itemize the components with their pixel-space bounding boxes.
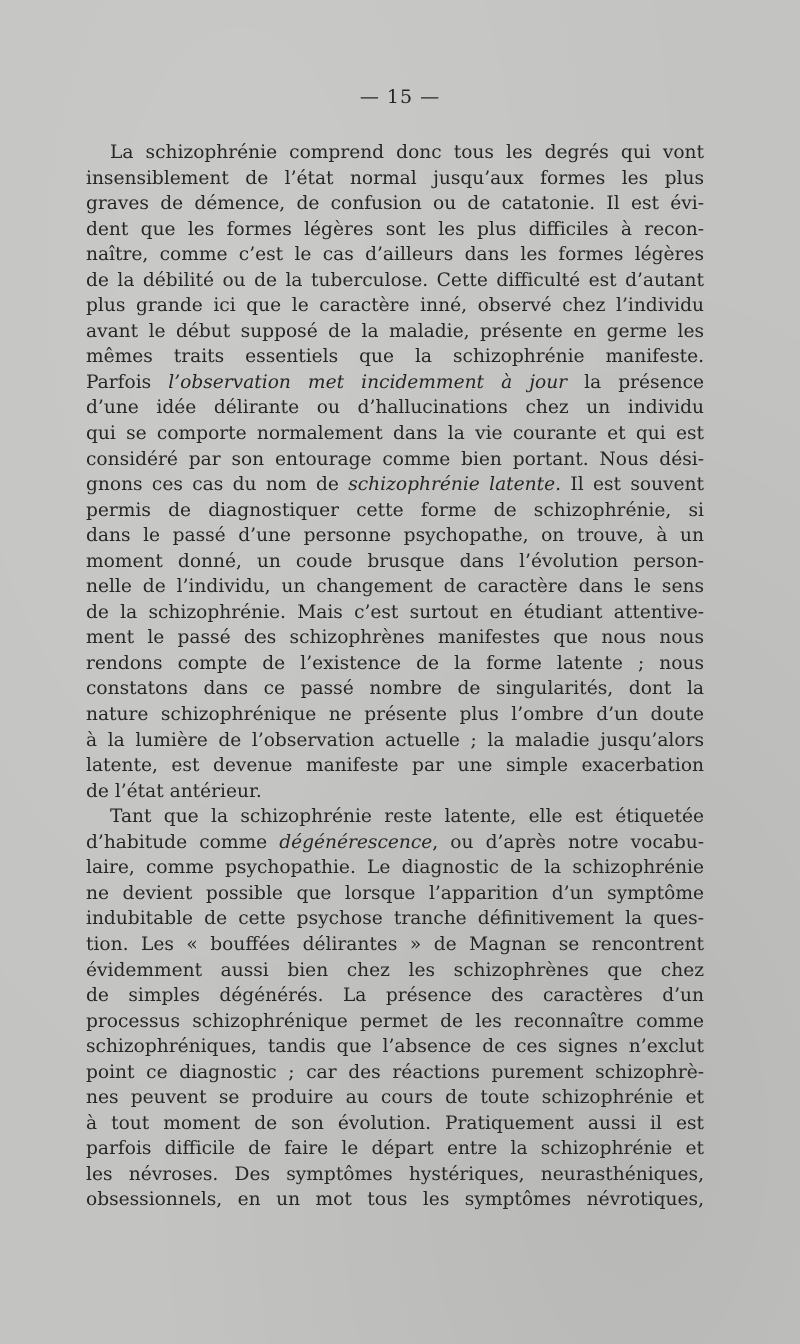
text-line: naître, comme c’est le cas d’ailleurs dans les formes légères [86,244,704,266]
text-line: dent que les formes légères sont les plus difficiles à recon- [86,218,704,240]
text-line: à tout moment de son évolution. Pratiquement aussi il est [86,1112,704,1134]
text-line: de l’état antérieur. [86,780,262,802]
text-line: de la schizophrénie. Mais c’est surtout en étudiant attentive- [86,601,704,623]
italic-phrase: schizophrénie latente [348,474,556,496]
text-line: qui se comporte normalement dans la vie courante et qui est [86,423,704,445]
text-line: moment donné, un coude brusque dans l’évolution person- [86,550,704,572]
text-line: Tant que la schizophrénie reste latente, elle est étiquetée [110,806,704,828]
text-line: Parfois l’observation met incidemment à jour la présence [86,371,704,393]
text-line: ne devient possible que lorsque l’apparition d’un symptôme [86,882,704,904]
text-line: d’habitude comme dégénérescence, ou d’après notre vocabu- [86,831,704,853]
paragraph-1 [86,140,704,804]
text-line: point ce diagnostic ; car des réactions purement schizophrè- [86,1061,704,1083]
paragraph-2 [86,804,704,1213]
text-line: évidemment aussi bien chez les schizophrènes que chez [86,959,704,981]
italic-phrase: l’observation met incidemment à jour [168,371,568,393]
body-text [86,140,704,1213]
text-line: de simples dégénérés. La présence des caractères d’un [86,985,704,1007]
page-number: — 15 — [359,86,441,108]
text-line: nelle de l’individu, un changement de caractère dans le sens [86,576,704,598]
text-line: La schizophrénie comprend donc tous les degrés qui vont [110,142,704,163]
text-line: indubitable de cette psychose tranche définitivement la ques- [86,908,704,930]
text-line: tion. Les « bouffées délirantes » de Magnan se rencontrent [86,933,704,955]
text-line: ment le passé des schizophrènes manifestes que nous nous [86,627,704,649]
text-line: parfois difficile de faire le départ entre la schizophrénie et [86,1138,704,1160]
text-line: permis de diagnostiquer cette forme de schizophrénie, si [86,499,704,521]
text-line: mêmes traits essentiels que la schizophrénie manifeste. [86,346,704,368]
text-line: de la débilité ou de la tuberculose. Cette difficulté est d’autant [86,269,704,291]
text-line: nes peuvent se produire au cours de toute schizophrénie et [86,1087,704,1109]
text-line: considéré par son entourage comme bien portant. Nous dési- [86,448,704,470]
text-line: dans le passé d’une personne psychopathe, on trouve, à un [86,525,704,547]
text-line: insensiblement de l’état normal jusqu’aux formes les plus [86,167,704,189]
text-line: obsessionnels, en un mot tous les symptômes névrotiques, [86,1189,704,1211]
text-line: processus schizophrénique permet de les reconnaître comme [86,1010,704,1032]
text-line: latente, est devenue manifeste par une simple exacerbation [86,755,704,777]
text-line: constatons dans ce passé nombre de singularités, dont la [86,678,704,700]
italic-phrase: dégénérescence [279,831,433,853]
text-line: les névroses. Des symptômes hystériques, neurasthéniques, [86,1163,704,1185]
text-line: gnons ces cas du nom de schizophrénie latente. Il est souvent [86,474,705,496]
text-line: laire, comme psychopathie. Le diagnostic de la schizophrénie [86,857,704,879]
text-line: plus grande ici que le caractère inné, observé chez l’individu [86,295,704,317]
text-line: avant le début supposé de la maladie, présente en germe les [86,320,704,342]
text-line: graves de démence, de confusion ou de catatonie. Il est évi- [86,193,704,215]
text-line: à la lumière de l’observation actuelle ; la maladie jusqu’alors [86,729,704,751]
text-line: schizophréniques, tandis que l’absence de ces signes n’exclut [86,1036,704,1058]
text-line: d’une idée délirante ou d’hallucinations chez un individu [86,397,704,419]
text-line: nature schizophrénique ne présente plus l’ombre d’un doute [86,704,704,726]
text-line: rendons compte de l’existence de la forme latente ; nous [86,652,704,674]
